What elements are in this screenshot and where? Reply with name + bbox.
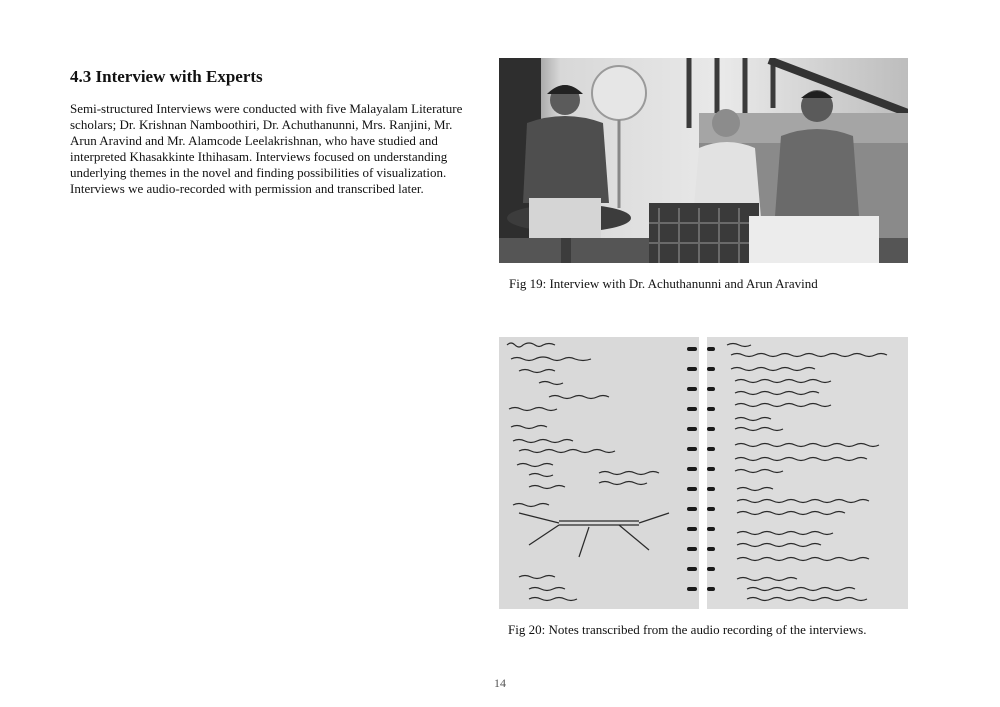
notes-page-right (707, 337, 908, 609)
interview-photo (499, 58, 908, 263)
fig19-caption: Fig 19: Interview with Dr. Achuthanunni and Arun Aravind (509, 276, 818, 291)
handwritten-notes-right-image (707, 337, 908, 609)
page-number: 14 (494, 676, 506, 690)
section-heading: 4.3 Interview with Experts (70, 67, 263, 86)
notes-page-left (499, 337, 699, 609)
interview-photo-image (499, 58, 908, 263)
fig20-caption: Fig 20: Notes transcribed from the audio recording of the interviews. (508, 622, 867, 637)
section-body-text: Semi-structured Interviews were conducted with five Malayalam Literature scholars; Dr. Krishnan Namboothiri, Dr. Achuthanunni, Mrs. Ranjini, Mr. Arun Aravind and Mr. Alamcode Leelakrishnan, who have studied and interpreted Khasakkinte Ithihasam. Interviews focused on understanding underlying themes in the novel and finding possibilities of visualization. Interviews we audio-recorded with permission and transcribed later. (70, 101, 463, 196)
handwritten-notes-left-image (499, 337, 699, 609)
